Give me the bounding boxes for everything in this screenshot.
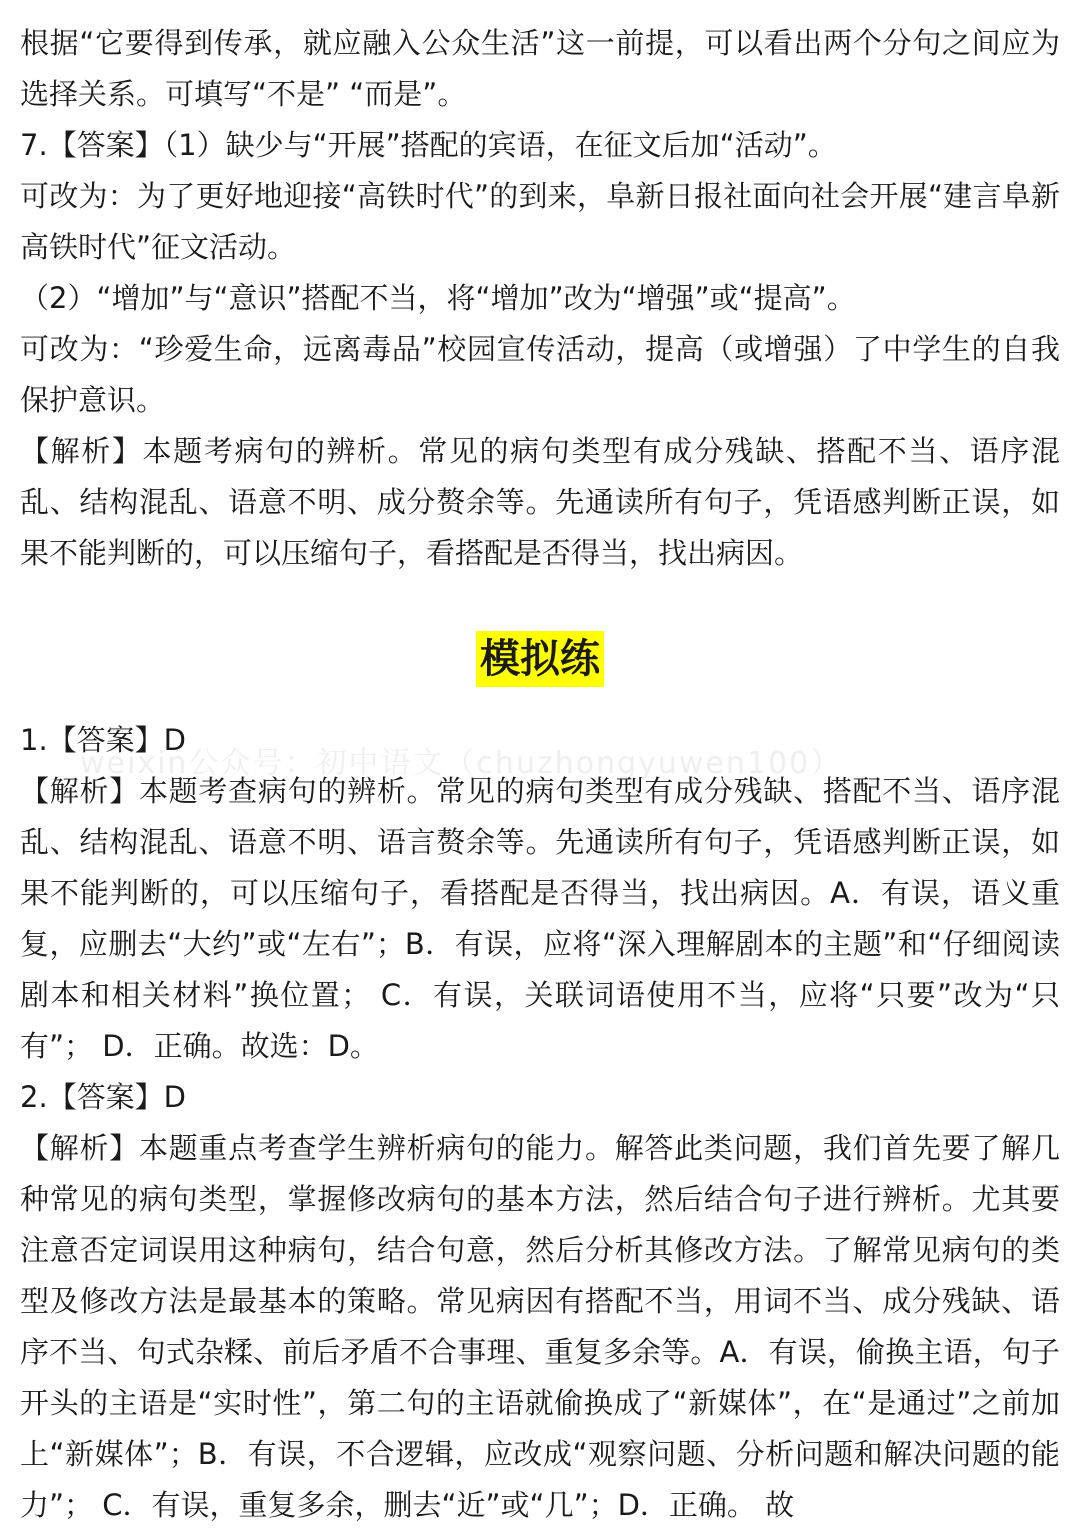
analysis-7: 【解析】本题考病句的辨析。常见的病句类型有成分残缺、搭配不当、语序混乱、结构混乱、语意不明、成分赘余等。先通读所有句子，凭语感判断正误，如果不能判断的，可以压缩句子，看搭配是否得当，找出病因。: [20, 434, 1060, 570]
watermark-text: weixin公众号：初中语文（chuzhongyuwen100）: [80, 746, 843, 781]
document-page: [20, 18, 1060, 1531]
answer-2: 2.【答案】D: [20, 1080, 186, 1114]
revision-7-1: 可改为：为了更好地迎接“高铁时代”的到来，阜新日报社面向社会开展“建言阜新高铁时代”征文活动。: [20, 179, 1060, 264]
analysis-1: 【解析】本题考查病句的辨析。常见的病句类型有成分残缺、搭配不当、语序混乱、结构混乱、语意不明、语言赘余等。先通读所有句子，凭语感判断正误，如果不能判断的，可以压缩句子，看搭配是否得当，找出病因。A．有误，语义重复，应删去“大约”或“左右”；B．有误，应将“深入理解剧本的主题”和“仔细阅读剧本和相关材料”换位置； C．有误，关联词语使用不当，应将“只要”改为“只有”； D．正确。故选：D。: [20, 774, 1060, 1063]
paragraph-continuation: 根据“它要得到传承，就应融入公众生活”这一前提，可以看出两个分句之间应为选择关系。可填写“不是” “而是”。: [20, 26, 1060, 111]
revision-7-2: 可改为：“珍爱生命，远离毒品”校园宣传活动，提高（或增强）了中学生的自我保护意识。: [20, 332, 1060, 417]
section-heading: 模拟练: [476, 631, 604, 687]
analysis-2: 【解析】本题重点考查学生辨析病句的能力。解答此类问题，我们首先要了解几种常见的病句类型，掌握修改病句的基本方法，然后结合句子进行辨析。尤其要注意否定词误用这种病句，结合句意，然后分析其修改方法。了解常见病句的类型及修改方法是最基本的策略。常见病因有搭配不当，用词不当、成分残缺、语序不当、句式杂糅、前后矛盾不合事理、重复多余等。A．有误，偷换主语，句子开头的主语是“实时性”，第二句的主语就偷换成了“新媒体”，在“是通过”之前加上“新媒体”；B．有误，不合逻辑，应改成“观察问题、分析问题和解决问题的能力”； C．有误，重复多余，删去“近”或“几”；D．正确。 故: [20, 1131, 1060, 1522]
section-heading-wrap: [20, 629, 1060, 715]
answer-1: 1.【答案】D: [20, 723, 186, 757]
answer-7: 7.【答案】（1）缺少与“开展”搭配的宾语，在征文后加“活动”。: [20, 128, 837, 162]
section-gap: [20, 579, 1060, 629]
answer-7-2: （2）“增加”与“意识”搭配不当，将“增加”改为“增强”或“提高”。: [20, 281, 856, 315]
